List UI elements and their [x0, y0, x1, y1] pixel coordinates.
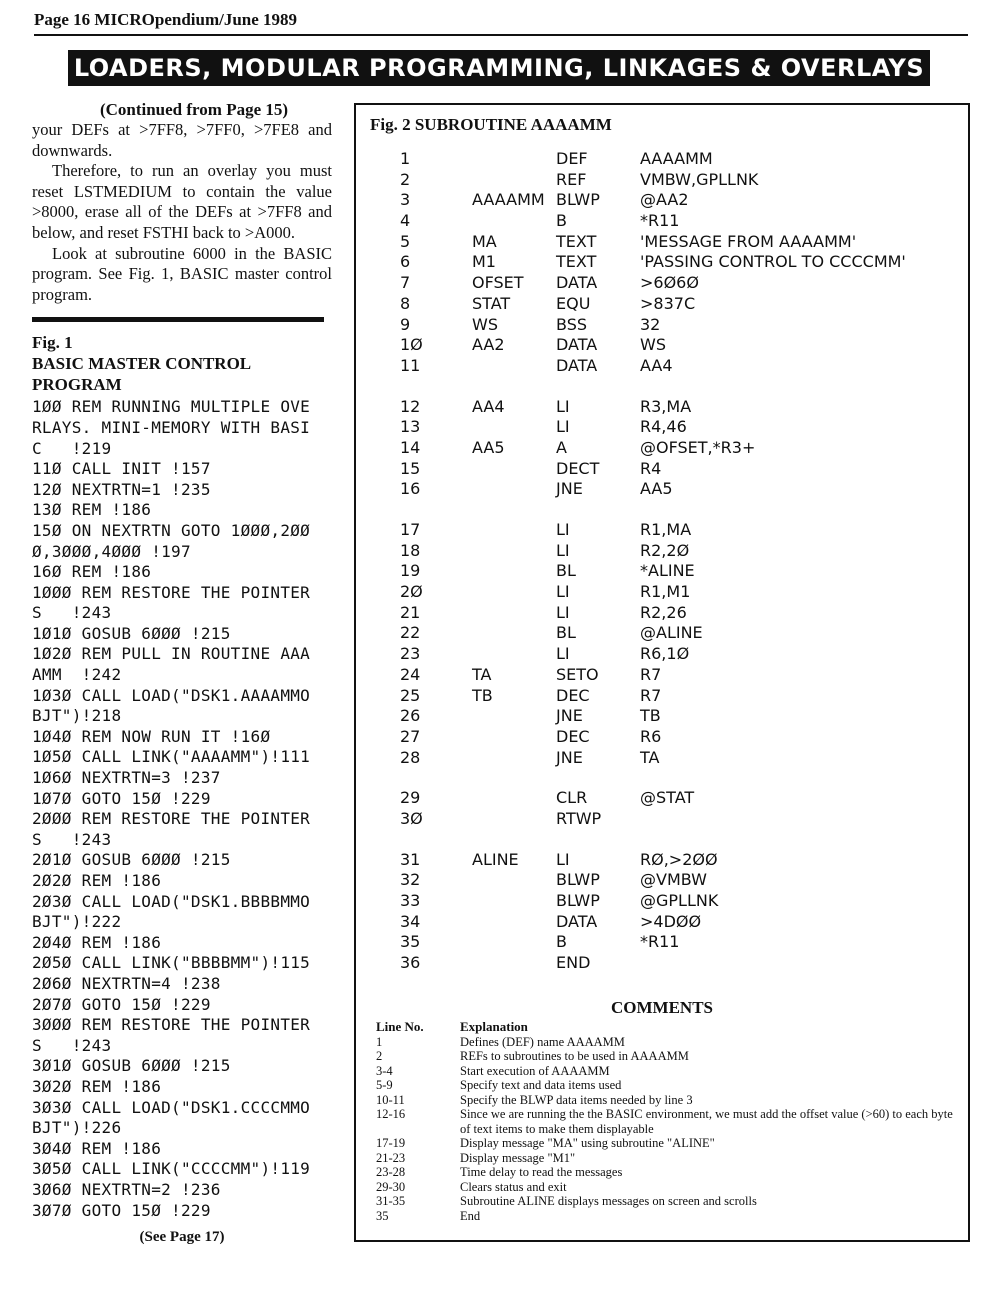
- line-number: 17: [400, 520, 421, 539]
- asm-operand: RØ,>2ØØ: [640, 849, 718, 869]
- comment-text: Specify the BLWP data items needed by line 3: [460, 1092, 693, 1107]
- asm-row: [356, 686, 968, 707]
- asm-label: STAT: [472, 293, 511, 313]
- asm-operand: >4DØØ: [640, 911, 702, 931]
- asm-label: AA2: [472, 335, 505, 355]
- code-line: 16Ø REM !186: [32, 562, 152, 582]
- code-line: 2Ø6Ø NEXTRTN=4 !238: [32, 973, 221, 993]
- section-rule: [32, 317, 324, 322]
- asm-opcode: LI: [556, 540, 570, 560]
- asm-operand: TB: [640, 706, 661, 726]
- line-number: 34: [400, 911, 421, 931]
- header-line-no: Line No.: [376, 1019, 424, 1034]
- code-line: AMM !242: [32, 665, 122, 685]
- code-line: 2Ø3Ø CALL LOAD("DSK1.BBBBMMO: [32, 891, 311, 911]
- asm-operand: R1,MA: [640, 520, 692, 539]
- asm-opcode: DEC: [556, 685, 590, 705]
- asm-operand: @OFSET,*R3+: [640, 437, 756, 457]
- comment-row: [376, 1194, 956, 1209]
- line-number: 19: [400, 561, 421, 581]
- asm-row: [356, 335, 968, 356]
- comment-line-no: 3-4: [376, 1063, 393, 1078]
- asm-opcode: DEF: [556, 149, 588, 168]
- code-line: 1Ø3Ø CALL LOAD("DSK1.AAAAMMO: [32, 685, 311, 705]
- line-number: 14: [400, 437, 421, 457]
- comments-table: [376, 1020, 956, 1223]
- asm-opcode: LI: [556, 602, 570, 622]
- asm-opcode: REF: [556, 169, 587, 189]
- asm-opcode: RTWP: [556, 808, 602, 828]
- asm-operand: R7: [640, 685, 662, 705]
- asm-row: [356, 561, 968, 582]
- asm-label: ALINE: [472, 849, 519, 869]
- line-number: 3Ø: [400, 808, 423, 828]
- line-number: 5: [400, 231, 411, 251]
- asm-row: [356, 850, 968, 871]
- code-line: 1Ø1Ø GOSUB 6ØØØ !215: [32, 623, 231, 643]
- asm-opcode: A: [556, 437, 567, 457]
- asm-row: [356, 623, 968, 644]
- asm-row: [356, 211, 968, 232]
- asm-label: AAAAMM: [472, 190, 545, 210]
- asm-row: [356, 149, 968, 170]
- left-column: [32, 100, 332, 1246]
- comment-line-no: 12-16: [376, 1107, 406, 1121]
- line-number: 16: [400, 479, 421, 499]
- line-number: 36: [400, 953, 421, 973]
- comment-row: [376, 1165, 956, 1180]
- page-header: Page 16 MICROpendium/June 1989: [34, 10, 298, 29]
- comment-text: Since we are running the the BASIC environment, we must add the offset value (>60) to each byte of text items to make them displayable: [460, 1107, 953, 1136]
- code-line: RLAYS. MINI-MEMORY WITH BASI: [32, 417, 311, 437]
- code-line: S !243: [32, 829, 112, 849]
- fig2-box: [354, 103, 970, 1242]
- comment-line-no: 21-23: [376, 1150, 406, 1165]
- asm-row: [356, 273, 968, 294]
- asm-row: [356, 541, 968, 562]
- asm-operand: R2,26: [640, 602, 687, 622]
- comment-line-no: 2: [376, 1049, 383, 1063]
- asm-row: [356, 953, 968, 974]
- asm-operand: R3,MA: [640, 396, 692, 416]
- asm-row: [356, 727, 968, 748]
- asm-opcode: LI: [556, 417, 570, 437]
- comment-text: Subroutine ALINE displays messages on screen and scrolls: [460, 1194, 757, 1208]
- line-number: 2Ø: [400, 582, 423, 602]
- asm-opcode: TEXT: [556, 252, 597, 272]
- code-line: 3Ø3Ø CALL LOAD("DSK1.CCCCMMO: [32, 1097, 311, 1117]
- asm-opcode: LI: [556, 849, 570, 869]
- line-number: 24: [400, 664, 421, 684]
- code-line: 1Ø5Ø CALL LINK("AAAAMM")!111: [32, 747, 311, 767]
- line-number: 4: [400, 211, 411, 231]
- line-number: 35: [400, 932, 421, 952]
- code-line: 3Ø5Ø CALL LINK("CCCCMM")!119: [32, 1159, 311, 1179]
- comment-line-no: 31-35: [376, 1194, 406, 1208]
- asm-operand: R2,2Ø: [640, 540, 690, 560]
- code-line: S !243: [32, 603, 112, 623]
- code-line: 1ØØ REM RUNNING MULTIPLE OVE: [32, 397, 311, 417]
- line-number: 33: [400, 891, 421, 910]
- asm-opcode: JNE: [556, 747, 583, 767]
- asm-operand: >837C: [640, 293, 696, 313]
- comment-row: [376, 1035, 956, 1050]
- comment-row: [376, 1151, 956, 1166]
- basic-code-listing: [32, 397, 332, 1221]
- asm-operand: TA: [640, 747, 660, 767]
- code-line: 2Ø5Ø CALL LINK("BBBBMM")!115: [32, 953, 311, 973]
- comment-row: [376, 1093, 956, 1108]
- code-line: 11Ø CALL INIT !157: [32, 459, 211, 479]
- code-line: 13Ø REM !186: [32, 500, 152, 520]
- asm-opcode: DATA: [556, 911, 598, 931]
- asm-operand: R6,1Ø: [640, 644, 690, 664]
- asm-opcode: CLR: [556, 788, 588, 808]
- asm-row: [356, 809, 968, 830]
- fig2-title: Fig. 2 SUBROUTINE AAAAMM: [370, 115, 612, 134]
- comment-row: [376, 1049, 956, 1064]
- code-line: 3Ø6Ø NEXTRTN=2 !236: [32, 1179, 221, 1199]
- asm-row: [356, 294, 968, 315]
- asm-row: [356, 665, 968, 686]
- asm-opcode: B: [556, 211, 567, 231]
- line-number: 18: [400, 540, 421, 560]
- see-page-note: (See Page 17): [139, 1229, 225, 1246]
- asm-operand: R1,M1: [640, 582, 691, 602]
- line-number: 29: [400, 788, 421, 808]
- asm-row: [356, 459, 968, 480]
- asm-label: AA4: [472, 396, 505, 416]
- asm-label: OFSET: [472, 273, 524, 293]
- asm-row: [356, 912, 968, 933]
- fig1-title: BASIC MASTER CONTROL PROGRAM: [32, 354, 251, 395]
- asm-opcode: SETO: [556, 664, 599, 684]
- asm-operand: >6Ø6Ø: [640, 273, 699, 293]
- asm-operand: 'PASSING CONTROL TO CCCCMM': [640, 252, 906, 272]
- asm-operand: *R11: [640, 211, 680, 231]
- asm-row: [356, 417, 968, 438]
- line-number: 26: [400, 706, 421, 726]
- comment-line-no: 1: [376, 1034, 383, 1049]
- comment-row: [376, 1107, 956, 1136]
- code-line: 3Ø7Ø GOTO 15Ø !229: [32, 1200, 211, 1220]
- asm-operand: VMBW,GPLLNK: [640, 169, 759, 189]
- asm-opcode: DATA: [556, 335, 598, 355]
- comment-row: [376, 1064, 956, 1079]
- asm-operand: R7: [640, 664, 662, 684]
- assembly-listing: [356, 149, 968, 974]
- asm-row: [356, 582, 968, 603]
- asm-operand: @GPLLNK: [640, 891, 719, 910]
- asm-operand: AA5: [640, 479, 673, 499]
- asm-row: [356, 932, 968, 953]
- asm-opcode: BSS: [556, 314, 588, 334]
- line-number: 9: [400, 314, 411, 334]
- paragraph: Therefore, to run an overlay you must reset LSTMEDIUM to contain the value >8000, erase all of the DEFs at >7FF8 and below, and reset FSTHI back to >A000.: [32, 161, 332, 242]
- line-number: 11: [400, 355, 421, 375]
- comment-line-no: 10-11: [376, 1092, 405, 1107]
- line-number: 25: [400, 685, 421, 705]
- asm-opcode: LI: [556, 520, 570, 539]
- asm-row: [356, 520, 968, 541]
- comment-line-no: 17-19: [376, 1136, 406, 1150]
- asm-operand: AAAAMM: [640, 149, 713, 168]
- asm-operand: *ALINE: [640, 561, 695, 581]
- comment-text: Specify text and data items used: [460, 1078, 622, 1092]
- asm-operand: R4,46: [640, 417, 687, 437]
- asm-label: WS: [472, 314, 498, 334]
- asm-opcode: LI: [556, 396, 570, 416]
- comment-row: [376, 1180, 956, 1195]
- code-line: BJT")!226: [32, 1118, 122, 1138]
- asm-opcode: B: [556, 932, 567, 952]
- asm-operand: 'MESSAGE FROM AAAAMM': [640, 231, 857, 251]
- asm-operand: 32: [640, 314, 661, 334]
- line-number: 1: [400, 149, 411, 168]
- code-line: 2Ø1Ø GOSUB 6ØØØ !215: [32, 850, 231, 870]
- line-number: 13: [400, 417, 421, 437]
- code-line: 1Ø7Ø GOTO 15Ø !229: [32, 788, 211, 808]
- asm-opcode: BL: [556, 623, 576, 643]
- asm-label: AA5: [472, 437, 505, 457]
- line-number: 27: [400, 726, 421, 746]
- comment-text: Display message "MA" using subroutine "ALINE": [460, 1136, 715, 1150]
- code-line: 2Ø7Ø GOTO 15Ø !229: [32, 994, 211, 1014]
- asm-operand: @ALINE: [640, 623, 703, 643]
- comment-row: [376, 1209, 956, 1224]
- line-number: 32: [400, 870, 421, 890]
- asm-row: [356, 748, 968, 769]
- line-number: 31: [400, 849, 421, 869]
- asm-label: M1: [472, 252, 496, 272]
- asm-row: [356, 891, 968, 912]
- line-number: 7: [400, 273, 411, 293]
- asm-operand: WS: [640, 335, 666, 355]
- asm-label: TA: [472, 664, 492, 684]
- asm-operand: AA4: [640, 355, 673, 375]
- code-line: BJT")!222: [32, 912, 122, 932]
- asm-row: [356, 870, 968, 891]
- code-line: 2Ø2Ø REM !186: [32, 871, 162, 890]
- header-explanation: Explanation: [460, 1019, 528, 1034]
- asm-label: MA: [472, 231, 497, 251]
- asm-opcode: JNE: [556, 706, 583, 726]
- line-number: 23: [400, 644, 421, 664]
- asm-opcode: BLWP: [556, 190, 600, 210]
- code-line: 15Ø ON NEXTRTN GOTO 1ØØØ,2ØØ: [32, 520, 311, 540]
- asm-operand: @STAT: [640, 788, 695, 808]
- comments-title: COMMENTS: [611, 998, 713, 1017]
- code-line: 12Ø NEXTRTN=1 !235: [32, 479, 211, 499]
- asm-row: [356, 232, 968, 253]
- line-number: 3: [400, 190, 411, 210]
- comment-line-no: 5-9: [376, 1078, 393, 1092]
- asm-opcode: BLWP: [556, 891, 600, 910]
- comment-line-no: 29-30: [376, 1179, 406, 1194]
- line-number: 12: [400, 396, 421, 416]
- comment-text: Display message "M1": [460, 1150, 576, 1165]
- asm-operand: *R11: [640, 932, 680, 952]
- asm-opcode: DATA: [556, 355, 598, 375]
- code-line: S !243: [32, 1035, 112, 1055]
- line-number: 15: [400, 458, 421, 478]
- asm-row: [356, 788, 968, 809]
- paragraph: your DEFs at >7FF8, >7FF0, >7FE8 and downwards.: [32, 120, 332, 160]
- asm-opcode: LI: [556, 644, 570, 664]
- code-line: 2Ø4Ø REM !186: [32, 932, 162, 952]
- asm-row: [356, 397, 968, 418]
- continued-note: (Continued from Page 15): [99, 100, 289, 119]
- asm-row: [356, 252, 968, 273]
- code-line: Ø,3ØØØ,4ØØØ !197: [32, 541, 191, 561]
- header-rule: [34, 34, 968, 36]
- line-number: 28: [400, 747, 421, 767]
- asm-opcode: DEC: [556, 726, 590, 746]
- code-line: 3ØØØ REM RESTORE THE POINTER: [32, 1015, 311, 1035]
- asm-operand: @AA2: [640, 190, 689, 210]
- asm-opcode: BL: [556, 561, 576, 581]
- line-number: 22: [400, 623, 421, 643]
- comment-line-no: 23-28: [376, 1165, 406, 1179]
- asm-row: [356, 315, 968, 336]
- line-number: 8: [400, 293, 411, 313]
- line-number: 1Ø: [400, 335, 423, 355]
- asm-row: [356, 190, 968, 211]
- asm-operand: @VMBW: [640, 870, 707, 890]
- code-line: C !219: [32, 438, 112, 458]
- fig1-label: Fig. 1: [32, 333, 73, 353]
- article-banner: LOADERS, MODULAR PROGRAMMING, LINKAGES & OVERLAYS: [68, 50, 930, 86]
- paragraph: Look at subroutine 6000 in the BASIC program. See Fig. 1, BASIC master control program.: [32, 243, 332, 304]
- asm-opcode: TEXT: [556, 231, 597, 251]
- asm-opcode: BLWP: [556, 870, 600, 890]
- code-line: 1Ø6Ø NEXTRTN=3 !237: [32, 768, 221, 788]
- asm-row: [356, 644, 968, 665]
- asm-opcode: DATA: [556, 273, 598, 293]
- code-line: 2ØØØ REM RESTORE THE POINTER: [32, 809, 311, 829]
- asm-opcode: LI: [556, 582, 570, 602]
- comment-text: Clears status and exit: [460, 1179, 567, 1194]
- comment-text: REFs to subroutines to be used in AAAAMM: [460, 1049, 689, 1063]
- comment-row: [376, 1136, 956, 1151]
- asm-opcode: DECT: [556, 458, 600, 478]
- asm-row: [356, 170, 968, 191]
- asm-opcode: END: [556, 953, 591, 973]
- asm-opcode: JNE: [556, 479, 583, 499]
- code-line: 3Ø1Ø GOSUB 6ØØØ !215: [32, 1056, 231, 1076]
- comment-text: End: [460, 1208, 481, 1223]
- asm-row: [356, 356, 968, 377]
- asm-row: [356, 603, 968, 624]
- comment-line-no: 35: [376, 1208, 389, 1223]
- asm-operand: R6: [640, 726, 662, 746]
- code-line: 3Ø4Ø REM !186: [32, 1138, 162, 1158]
- code-line: BJT")!218: [32, 706, 122, 726]
- code-line: 1Ø2Ø REM PULL IN ROUTINE AAA: [32, 644, 311, 664]
- comment-text: Time delay to read the messages: [460, 1165, 623, 1179]
- line-number: 6: [400, 252, 411, 272]
- asm-row: [356, 706, 968, 727]
- comments-header: [376, 1020, 956, 1035]
- line-number: 2: [400, 169, 411, 189]
- comment-text: Defines (DEF) name AAAAMM: [460, 1034, 625, 1049]
- asm-operand: R4: [640, 458, 662, 478]
- line-number: 21: [400, 602, 421, 622]
- asm-opcode: EQU: [556, 293, 591, 313]
- code-line: 1Ø4Ø REM NOW RUN IT !16Ø: [32, 726, 271, 746]
- code-line: 1ØØØ REM RESTORE THE POINTER: [32, 582, 311, 602]
- code-line: 3Ø2Ø REM !186: [32, 1076, 162, 1096]
- asm-row: [356, 479, 968, 500]
- asm-label: TB: [472, 685, 493, 705]
- asm-row: [356, 438, 968, 459]
- comment-text: Start execution of AAAAMM: [460, 1063, 610, 1078]
- comment-row: [376, 1078, 956, 1093]
